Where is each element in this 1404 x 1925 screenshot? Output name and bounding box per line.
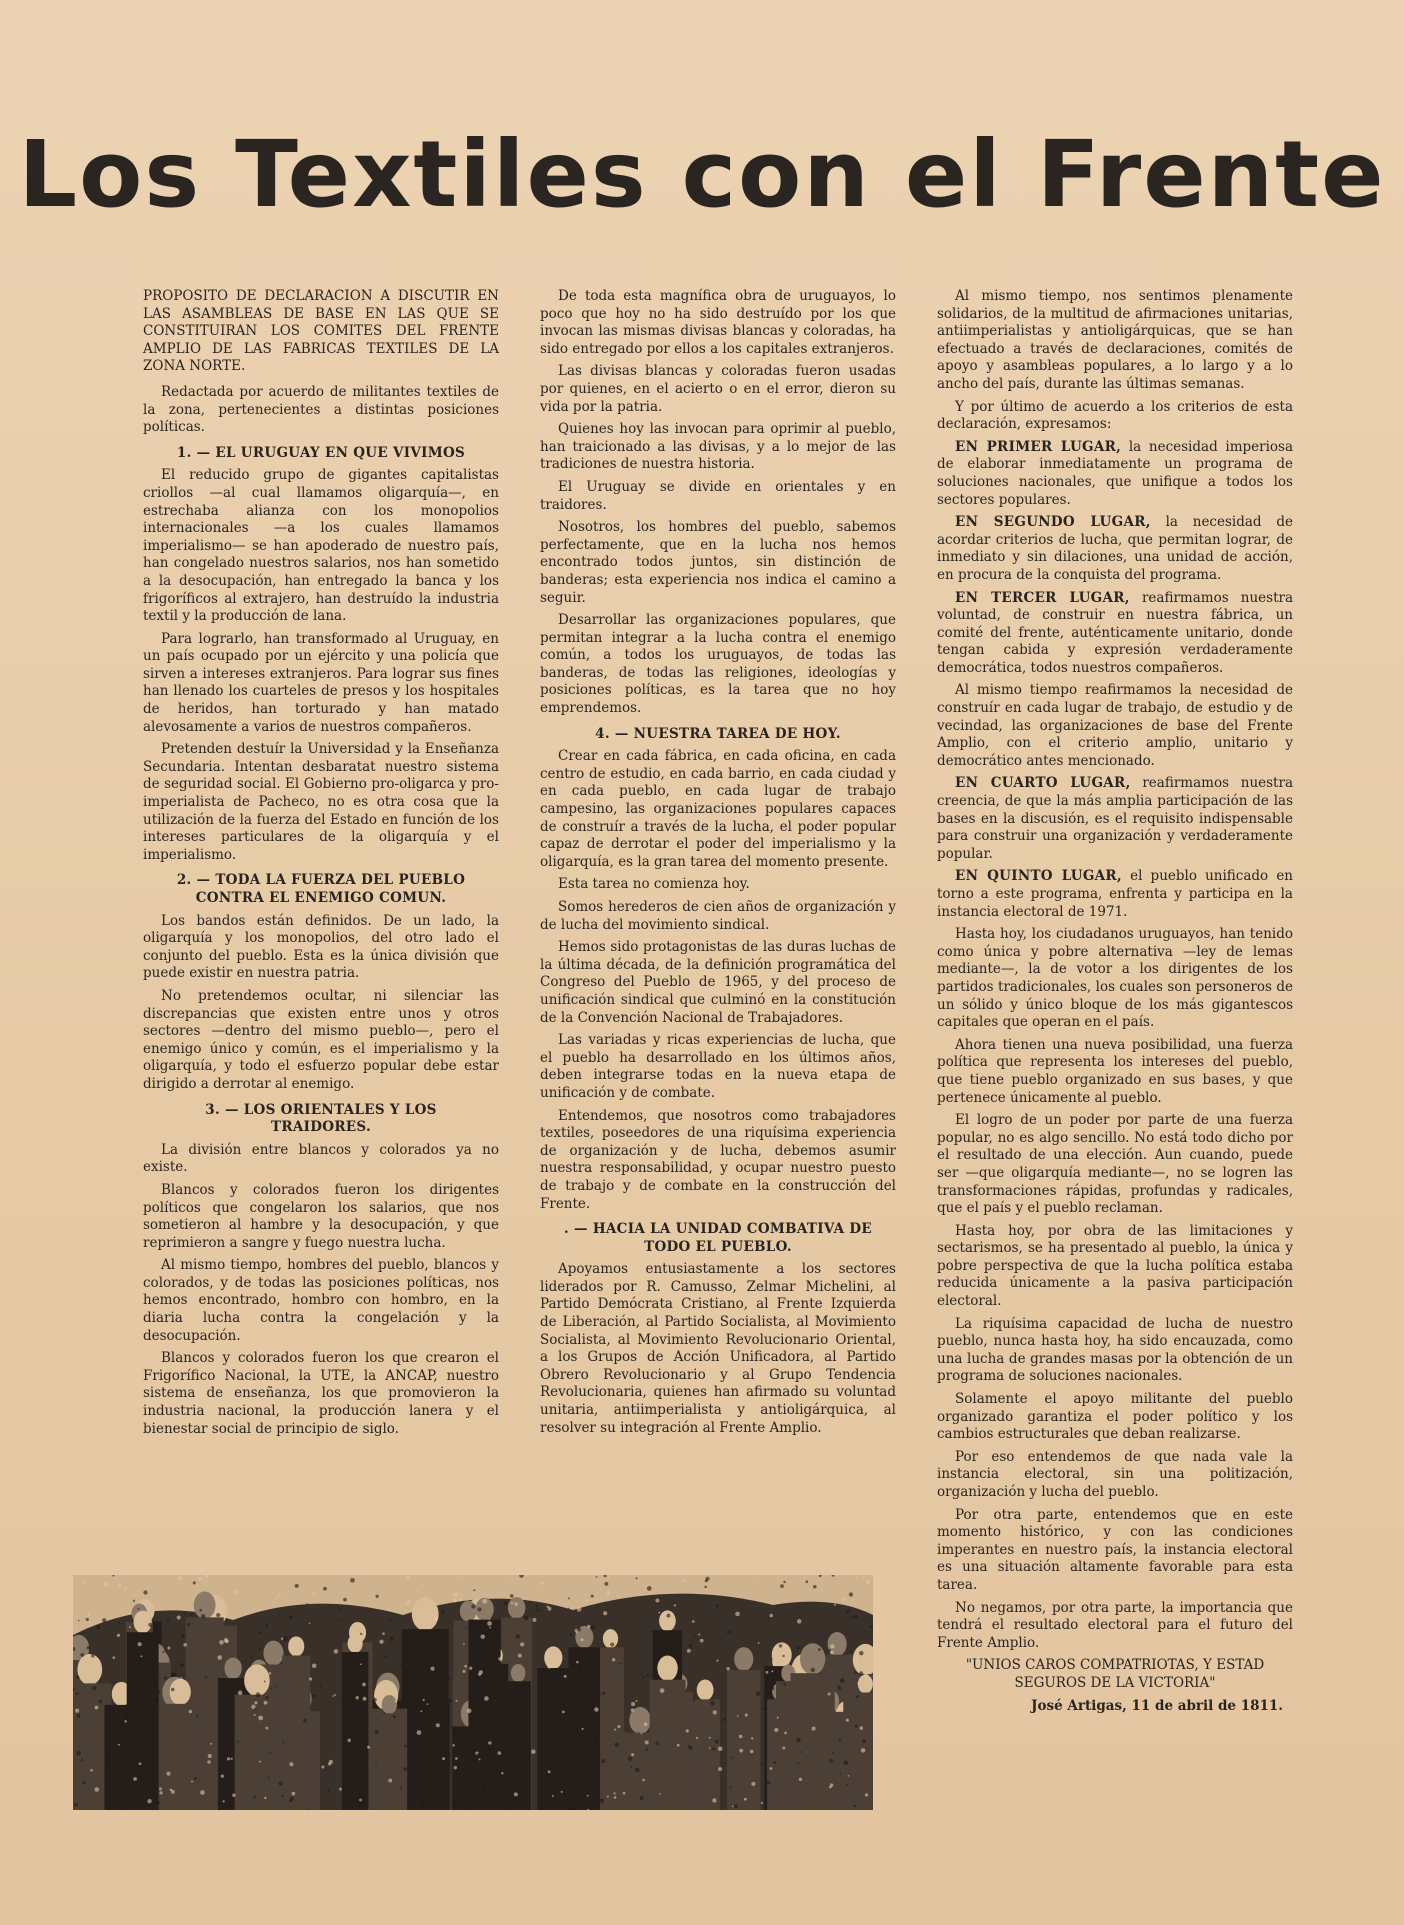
crowd-photo-icon: [73, 1575, 873, 1810]
paragraph: Blancos y colorados fueron los que crearon el Frigorífico Nacional, la UTE, la ANCAP, nuestro sistema de enseñanza, los que promovieron la industria nacional, la producción lanera y el bienestar social de principio de siglo.: [143, 1350, 499, 1437]
paragraph: Esta tarea no comienza hoy.: [558, 876, 750, 893]
paragraph: El Uruguay se divide en orientales y en traidores.: [540, 478, 896, 513]
paragraph: Al mismo tiempo, nos sentimos plenamente solidarios, de la multitud de afirmaciones unitarias, antiimperialistas y antioligárquicas, que se han efectuado a través de declaraciones, comités de apoyo y asambleas populares, a lo largo y a lo ancho del país, durante las últimas semanas.: [937, 288, 1293, 392]
paragraph: El reducido grupo de gigantes capitalistas criollos —al cual llamamos oligarquía—, en estrechaba alianza con los monopolios internacionales —a los cuales llamamos imperialismo— se han apoderado de nuestro país, han congelado nuestros salarios, nos han sometido a la desocupación, han entregado la banca y los frigoríficos al extrajero, han destruído la industria textil y la producción de lana.: [143, 467, 499, 625]
paragraph: Apoyamos entusiastamente a los sectores liderados por R. Camusso, Zelmar Michelini, al Partido Demócrata Cristiano, al Frente Izquierda de Liberación, al Partido Socialista, al Movimiento Socialista, al Movimiento Revolucionario Oriental, a los Grupos de Acción Unificadora, al Partido Obrero Revolucionario y al Grupo Tendencia Revolucionaria, quienes han afirmado su voluntad unitaria, antiimperialista y antioligárquica, al resolver su integración al Frente Amplio.: [540, 1261, 896, 1436]
paragraph: Los bandos están definidos. De un lado, la oligarquía y los monopolios, del otro lado el conjunto del pueblo. Esta es la única división que puede existir en nuestra patria.: [143, 912, 499, 982]
paragraph: Hasta hoy, los ciudadanos uruguayos, han tenido como única y pobre alternativa —ley de lemas mediante—, la de votor a los dirigentes de los partidos tradicionales, los cuales son personeros de un sólido y único bloque de los más gigantescos capitales que operan en el país.: [937, 926, 1293, 1031]
paragraph: Ahora tienen una nueva posibilidad, una fuerza política que representa los intereses del pueblo, que tiene pueblo organizado en sus bases, y que pertenece únicamente al pueblo.: [937, 1036, 1293, 1106]
section-heading-1: 1. — EL URUGUAY EN QUE VIVIMOS: [176, 444, 466, 461]
paragraph: [937, 514, 1293, 584]
keyword-second: EN SEGUNDO LUGAR,: [955, 514, 1151, 531]
column-2: [540, 288, 896, 1442]
paragraph: Hemos sido protagonistas de las duras luchas de la última década, de la definición programática del Congreso del Pueblo de 1965, y del proceso de unificación sindical que culminó en la constitución de la Convención Nacional de Trabajadores.: [540, 939, 896, 1026]
section-heading-5: . — HACIA LA UNIDAD COMBATIVA DE TODO EL PUEBLO.: [564, 1221, 872, 1255]
paragraph: Al mismo tiempo, hombres del pueblo, blancos y colorados, y de todas las posiciones políticas, nos hemos encontrado, hombro con hombro, en la diaria lucha contra la congelación y la desocupación.: [143, 1257, 499, 1344]
paragraph-text: reafirmamos nuestra voluntad, de construir en nuestra fábrica, un comité del frente, auténticamente unitario, donde tengan cabida y expresión verdaderamente democrática, todos nuestros compañeros.: [937, 589, 1294, 676]
paragraph-text: reafirmamos nuestra creencia, de que la más amplia participación de las bases en la discusión, es el requisito indispensable para construir una organización y verdaderamente popular.: [937, 775, 1293, 862]
paragraph: Para lograrlo, han transformado al Uruguay, en un país ocupado por un ejército y una policía que sirven a intereses extranjeros. Para lograr sus fines han llenado los cuarteles de presos y los hospitales de heridos, han torturado y han matado alevosamente a varios de nuestros compañeros.: [143, 630, 499, 735]
column-1: [143, 288, 499, 1443]
paragraph: Somos herederos de cien años de organización y de lucha del movimiento sindical.: [540, 899, 896, 933]
intro-paragraph: Redactada por acuerdo de militantes textiles de la zona, pertenecientes a distintas posiciones políticas.: [143, 383, 499, 436]
section-heading-2: 2. — TODA LA FUERZA DEL PUEBLO CONTRA EL ENEMIGO COMUN.: [176, 872, 466, 906]
section-heading-3: 3. — LOS ORIENTALES Y LOS TRAIDORES.: [205, 1101, 437, 1136]
paragraph: Pretenden destuír la Universidad y la Enseñanza Secundaria. Intentan desbaratat nuestro sistema de seguridad social. El Gobierno pro-oligarca y pro-imperialista de Pacheco, no es otra cosa que la utilización de la fuerza del Estado en función de los intereses particulares de la oligarquía y el imperialismo.: [143, 741, 499, 863]
paragraph: Quienes hoy las invocan para oprimir al pueblo, han traicionado a las divisas, y a lo mejor de las tradiciones de nuestra historia.: [540, 421, 896, 473]
closing-quote: "UNIOS CAROS COMPATRIOTAS, Y ESTAD SEGUROS DE LA VICTORIA": [965, 1657, 1265, 1691]
paragraph: De toda esta magnífica obra de uruguayos, lo poco que hoy no ha sido destruído por los que invocan las mismas divisas blancas y coloradas, ha sido entregado por ellos a los capitales extranjeros.: [540, 288, 896, 357]
column-3: [937, 288, 1293, 1720]
paragraph: Solamente el apoyo militante del pueblo organizado garantiza el poder político y los cambios estructurales que deban realizarse.: [937, 1391, 1293, 1443]
paragraph: Nosotros, los hombres del pueblo, sabemos perfectamente, que en la lucha nos hemos encontrado todos juntos, sin distinción de banderas; esta experiencia nos indica el camino a seguir.: [540, 519, 896, 606]
paragraph: El logro de un poder por parte de una fuerza popular, no es algo sencillo. No está todo dicho por el resultado de una elección. Aun cuando, puede ser —que oligarquía mediante—, no se logren las transformaciones rápidas, profundas y radicales, que el país y el pueblo reclaman.: [937, 1112, 1293, 1217]
page-title: Los Textiles con el Frente: [18, 121, 1386, 228]
keyword-third: EN TERCER LUGAR,: [955, 589, 1130, 606]
crowd-photo: [73, 1575, 873, 1810]
paragraph: No pretendemos ocultar, ni silenciar las discrepancias que existen entre unos y otros sectores —dentro del mismo pueblo—, pero el enemigo único y común, es el imperialismo y la oligarquía, y todo el esfuerzo popular debe estar dirigido a derrotar al enemigo.: [143, 987, 499, 1092]
signature: José Artigas, 11 de abril de 1811.: [1031, 1697, 1283, 1714]
keyword-first: EN PRIMER LUGAR,: [955, 438, 1122, 455]
paragraph: Por eso entendemos de que nada vale la instancia electoral, sin una politización, organización y lucha del pueblo.: [937, 1448, 1293, 1500]
paragraph-text: la necesidad de acordar criterios de lucha, que permitan lograr, de inmediato y sin dilaciones, una unidad de acción, en procura de la conquista del programa.: [937, 514, 1293, 583]
paragraph: [937, 775, 1293, 863]
paragraph: Por otra parte, entendemos que en este momento histórico, y con las condiciones imperantes en nuestro país, la instancia electoral es una situación altamente favorable para esta tarea.: [937, 1506, 1293, 1593]
keyword-fourth: EN CUARTO LUGAR,: [955, 775, 1131, 792]
paragraph: Blancos y colorados fueron los dirigentes políticos que congelaron los salarios, que nos sometieron al hambre y la desocupación, y que reprimieron a sangre y fuego nuestra lucha.: [143, 1181, 499, 1251]
paragraph: [937, 439, 1293, 509]
paragraph: Hasta hoy, por obra de las limitaciones y sectarismos, se ha presentado al pueblo, la única y pobre perspectiva de que la lucha política estaba reducida únicamente a la pasiva participación electoral.: [937, 1222, 1293, 1310]
paragraph: La división entre blancos y colorados ya no existe.: [143, 1141, 499, 1176]
paragraph: Las variadas y ricas experiencias de lucha, que el pueblo ha desarrollado en los últimos años, deben integrarse todas en la nueva etapa de unificación y de combate.: [540, 1032, 896, 1101]
paragraph: Al mismo tiempo reafirmamos la necesidad de construír en cada lugar de trabajo, de estudio y de vecindad, las organizaciones de base del Frente Amplio, con el criterio amplio, unitario y democrático antes mencionado.: [937, 682, 1293, 769]
paragraph: Y por último de acuerdo a los criterios de esta declaración, expresamos:: [937, 398, 1293, 433]
paragraph: Las divisas blancas y coloradas fueron usadas por quienes, en el acierto o en el error, dieron su vida por la patria.: [540, 363, 896, 415]
paragraph: Entendemos, que nosotros como trabajadores textiles, poseedores de una riquísima experiencia de organización y de lucha, debemos asumir nuestra responsabilidad, y ocupar nuestro puesto de trabajo y de combate en la construcción del Frente.: [540, 1107, 896, 1212]
paragraph-text: el pueblo unificado en torno a este programa, enfrenta y participa en la instancia electoral de 1971.: [937, 868, 1294, 920]
paragraph: La riquísima capacidad de lucha de nuestro pueblo, nunca hasta hoy, ha sido encauzada, como una lucha de grandes masas por la obtención de un programa de soluciones nacionales.: [937, 1315, 1293, 1385]
keyword-fifth: EN QUINTO LUGAR,: [955, 868, 1122, 885]
paragraph: Desarrollar las organizaciones populares, que permitan integrar a la lucha contra el enemigo común, a todos los uruguayos, de todas las banderas, de todas las religiones, ideologías y posiciones políticas, es la tarea que no hoy emprendemos.: [540, 612, 896, 717]
paragraph-text: la necesidad imperiosa de elaborar inmediatamente un programa de soluciones nacionales, que unifique a todos los sectores populares.: [937, 438, 1294, 508]
paragraph: No negamos, por otra parte, la importancia que tendrá el resultado electoral para el futuro del Frente Amplio.: [937, 1599, 1293, 1651]
lead-paragraph: PROPOSITO DE DECLARACION A DISCUTIR EN LAS ASAMBLEAS DE BASE EN LAS QUE SE CONSTITUIRAN LOS COMITES DEL FRENTE AMPLIO DE LAS FABRICAS TEXTILES DE LA ZONA NORTE.: [143, 288, 499, 375]
paragraph: [937, 590, 1293, 678]
section-heading-4: 4. — NUESTRA TAREA DE HOY.: [595, 725, 841, 742]
paragraph: [937, 868, 1293, 921]
paragraph: Crear en cada fábrica, en cada oficina, en cada centro de estudio, en cada barrio, en cada ciudad y en cada pueblo, en cada lugar de trabajo campesino, las organizaciones populares capaces de construír a través de la lucha, el poder popular capaz de derrotar el poder del imperialismo y la oligarquía, es la gran tarea del momento presente.: [540, 748, 896, 870]
